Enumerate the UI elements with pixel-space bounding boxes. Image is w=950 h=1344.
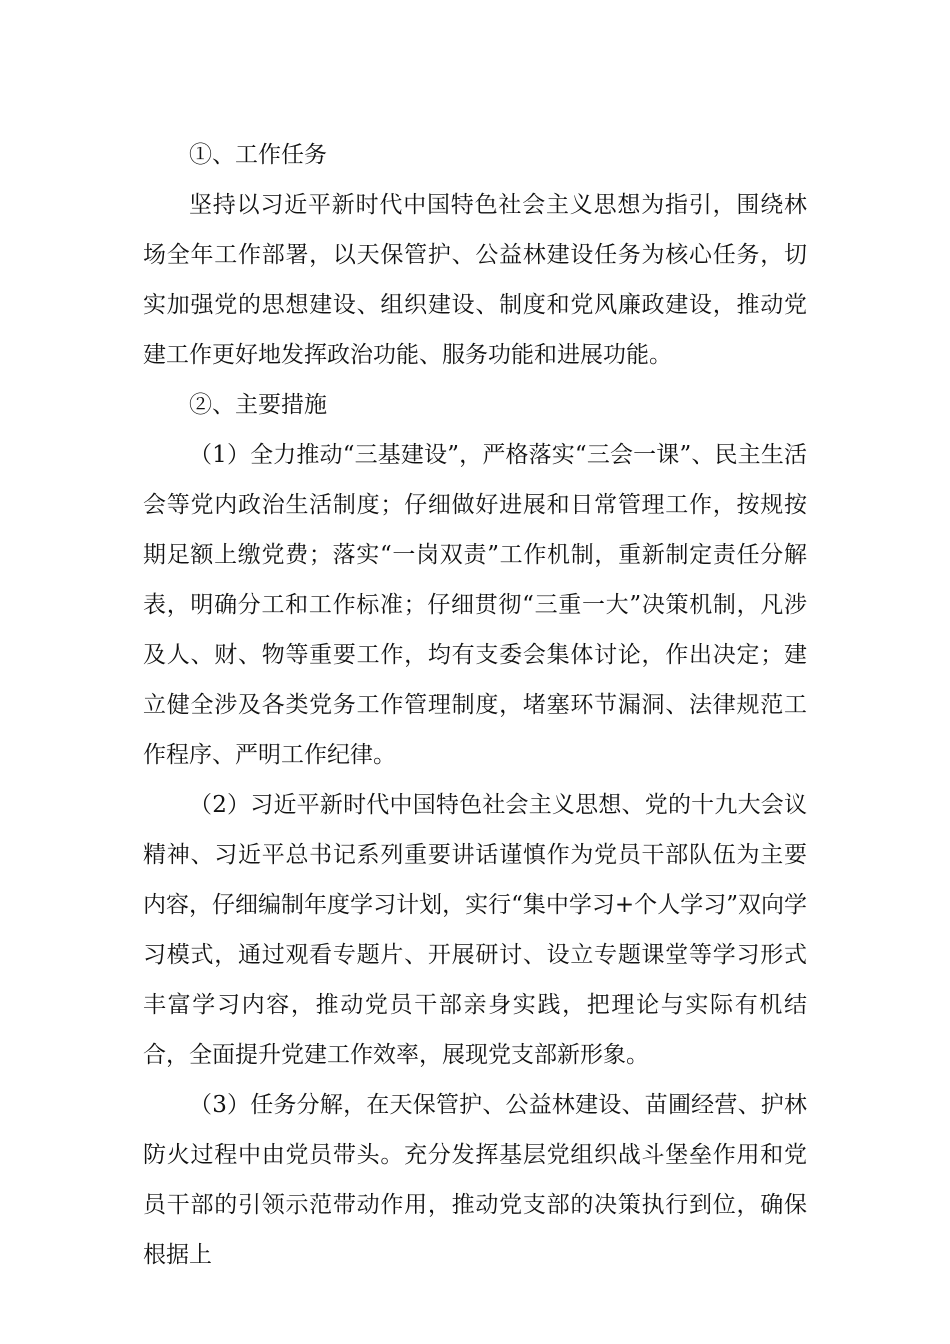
paragraph-measure-1: （1）全力推动“三基建设”，严格落实“三会一课”、民主生活会等党内政治生活制度；仔细做好进展和日常管理工作，按规按期足额上缴党费；落实“一岗双责”工作机制，重新制定责任分解表，明确分工和工作标准；仔细贯彻“三重一大”决策机制，凡涉及人、财、物等重要工作，均有支委会集体讨论，作出决定；建立健全涉及各类党务工作管理制度，堵塞环节漏洞、法律规范工作程序、严明工作纪律。 <box>143 442 807 768</box>
paragraph-work-tasks: 坚持以习近平新时代中国特色社会主义思想为指引，围绕林场全年工作部署，以天保管护、公益林建设任务为核心任务，切实加强党的思想建设、组织建设、制度和党风廉政建设，推动党建工作更好地发挥政治功能、服务功能和进展功能。 <box>143 192 807 368</box>
paragraph-measure-2: （2）习近平新时代中国特色社会主义思想、党的十九大会议精神、习近平总书记系列重要讲话谨慎作为党员干部队伍为主要内容，仔细编制年度学习计划，实行“集中学习+个人学习”双向学习模式，通过观看专题片、开展研讨、设立专题课堂等学习形式丰富学习内容，推动党员干部亲身实践，把理论与实际有机结合，全面提升党建工作效率，展现党支部新形象。 <box>143 792 807 1068</box>
paragraph-measure-3: （3）任务分解，在天保管护、公益林建设、苗圃经营、护林防火过程中由党员带头。充分发挥基层党组织战斗堡垒作用和党员干部的引领示范带动作用，推动党支部的决策执行到位，确保根据上 <box>143 1092 807 1268</box>
section-heading-work-tasks: ①、工作任务 <box>189 142 327 168</box>
section-heading-main-measures: ②、主要措施 <box>189 392 327 418</box>
document-body <box>143 130 807 1280</box>
